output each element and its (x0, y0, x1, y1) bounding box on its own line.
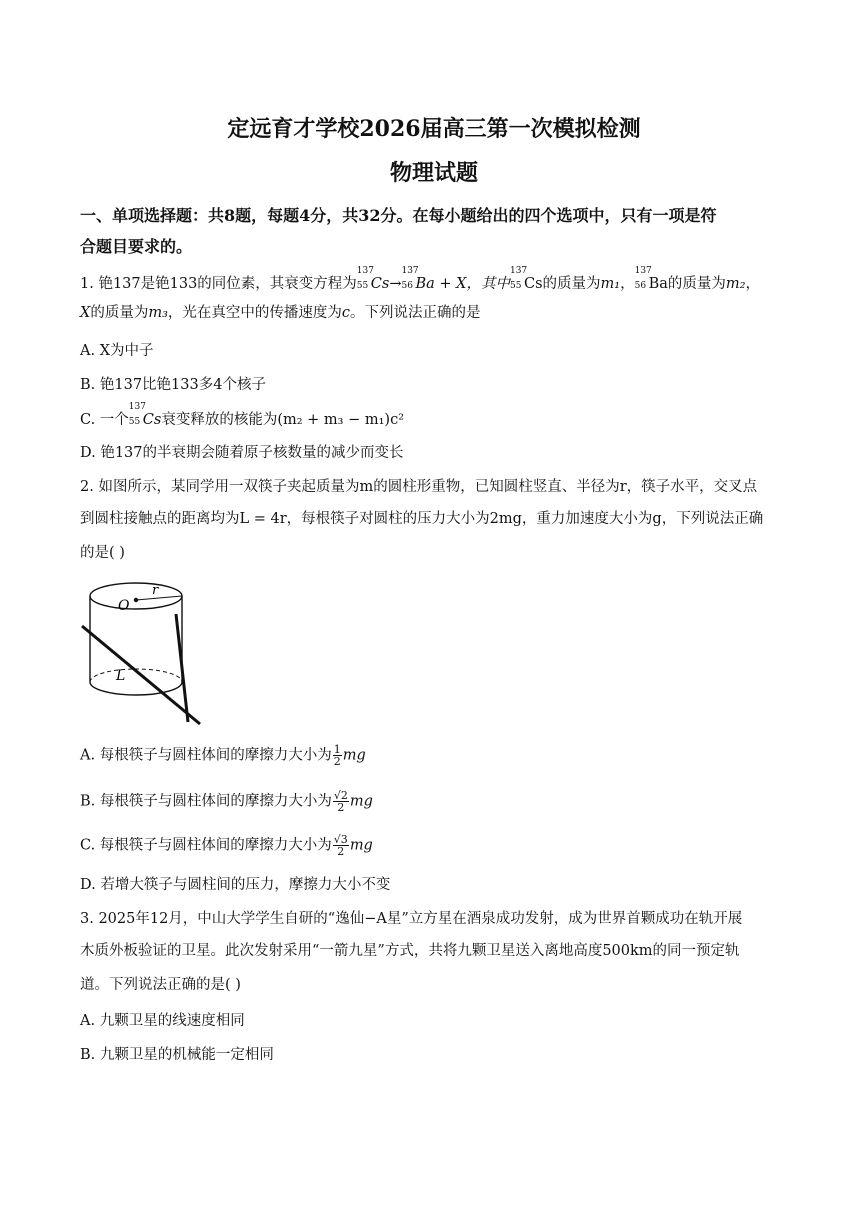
q2-a-text: A. 每根筷子与圆柱体间的摩擦力大小为 (80, 747, 332, 764)
q1-text-f: Ba的质量为 (648, 276, 726, 292)
q2-option-c (80, 834, 800, 857)
q2-a-unit: mg (342, 747, 366, 764)
q3-stem-line2: 木质外板验证的卫星。此次发射采用“一箭九星”方式，共将九颗卫星送入离地高度500km的同一预定轨 (80, 943, 740, 959)
q1-text-g: ， (745, 276, 760, 292)
ba-atomic-number: 56 (401, 281, 413, 291)
q1-c-text-c: 衰变释放的核能为(m₂ + m₃ − m₁)c² (161, 412, 405, 428)
q1-option-c (80, 402, 800, 431)
q2-stem-line3: 的是( ) (80, 545, 125, 561)
q2-c-text: C. 每根筷子与圆柱体间的摩擦力大小为 (80, 837, 332, 854)
q1-option-d: D. 铯137的半衰期会随着原子核数量的减少而变长 (80, 445, 404, 461)
q3-option-b: B. 九颗卫星的机械能一定相同 (80, 1047, 274, 1063)
q2-b-fraction (333, 790, 349, 813)
q3-stem-line3: 道。下列说法正确的是( ) (80, 977, 241, 993)
ba-nuclide (401, 266, 419, 291)
q2-option-a (80, 744, 800, 767)
q2-a-denominator: 2 (333, 755, 341, 768)
q1-c-text-a: C. 一个 (80, 412, 129, 428)
q2-option-b (80, 790, 800, 813)
q2-c-fraction (333, 834, 349, 857)
figure-label-r: r (152, 583, 159, 598)
q2-c-numerator: √3 (333, 833, 348, 846)
q1-text-e: ， (620, 276, 635, 292)
q2-b-unit: mg (349, 793, 373, 810)
q1-text-b: Cs→ (370, 276, 402, 292)
q2-c-denominator: 2 (337, 845, 345, 858)
section-heading-line1: 一、单项选择题：共8题，每题4分，共32分。在每小题给出的四个选项中，只有一项是符 (80, 206, 717, 225)
q1-text-i: ，光在真空中的传播速度为 (167, 305, 342, 321)
cs-mass-number-3: 137 (128, 402, 146, 412)
figure-label-l: L (116, 668, 126, 684)
cylinder-chopsticks-figure (76, 574, 216, 734)
q2-c-unit: mg (349, 837, 373, 854)
cs-atomic-number-2: 55 (509, 281, 522, 291)
q1-option-a: A. X为中子 (80, 343, 154, 359)
cs-nuclide-2 (509, 266, 528, 291)
q1-option-b: B. 铯137比铯133多4个核子 (80, 377, 266, 393)
q3-option-a: A. 九颗卫星的线速度相同 (80, 1013, 245, 1029)
cs-mass-number-2: 137 (509, 266, 528, 276)
q1-x: X (80, 305, 91, 321)
q1-m1: m₁ (600, 276, 621, 292)
q1-c-text-b: Cs (142, 412, 162, 428)
q2-stem-line1: 2. 如图所示，某同学用一双筷子夹起质量为m的圆柱形重物，已知圆柱竖直、半径为r，筷子水平，交叉点 (80, 479, 758, 495)
q2-a-fraction (333, 744, 342, 767)
ba-nuclide-2 (634, 266, 652, 291)
q3-stem-line1: 3. 2025年12月，中山大学学生自研的“逸仙−A星”立方星在酒泉成功发射，成为世界首颗成功在轨开展 (80, 911, 743, 927)
q2-b-denominator: 2 (337, 801, 345, 814)
q1-stem-line1 (80, 266, 800, 295)
exam-subtitle: 物理试题 (389, 160, 478, 186)
q2-b-numerator: √2 (333, 789, 348, 802)
q1-text-c: Ba + X，其中 (415, 276, 510, 292)
q2-option-d: D. 若增大筷子与圆柱间的压力，摩擦力大小不变 (80, 877, 391, 893)
q1-text-a: 1. 铯137是铯133的同位素，其衰变方程为 (80, 276, 357, 292)
ba-mass-number: 137 (401, 266, 419, 276)
q1-text-h: 的质量为 (90, 305, 149, 321)
q1-m2: m₂ (725, 276, 746, 292)
ba-mass-number-2: 137 (634, 266, 652, 276)
q2-a-numerator: 1 (333, 743, 341, 756)
q1-text-j: 。下列说法正确的是 (350, 305, 481, 321)
figure-label-o: O (118, 598, 130, 614)
q1-text-d: Cs的质量为 (523, 276, 601, 292)
exam-title: 定远育才学校2026届高三第一次模拟检测 (227, 116, 641, 142)
cs-atomic-number: 55 (356, 281, 369, 291)
q1-c: c (341, 305, 351, 321)
cs-nuclide-3 (128, 402, 146, 427)
ba-atomic-number-2: 56 (634, 281, 647, 291)
q1-stem-line2 (80, 302, 800, 324)
q1-m3: m₃ (148, 305, 168, 321)
cs-atomic-number-3: 55 (128, 417, 141, 427)
cs-nuclide (356, 266, 374, 291)
section-heading-line2: 合题目要求的。 (80, 237, 193, 256)
q2-b-text: B. 每根筷子与圆柱体间的摩擦力大小为 (80, 793, 332, 810)
cs-mass-number: 137 (356, 266, 374, 276)
q2-stem-line2: 到圆柱接触点的距离均为L = 4r，每根筷子对圆柱的压力大小为2mg，重力加速度大小为g，下列说法正确 (80, 511, 764, 527)
